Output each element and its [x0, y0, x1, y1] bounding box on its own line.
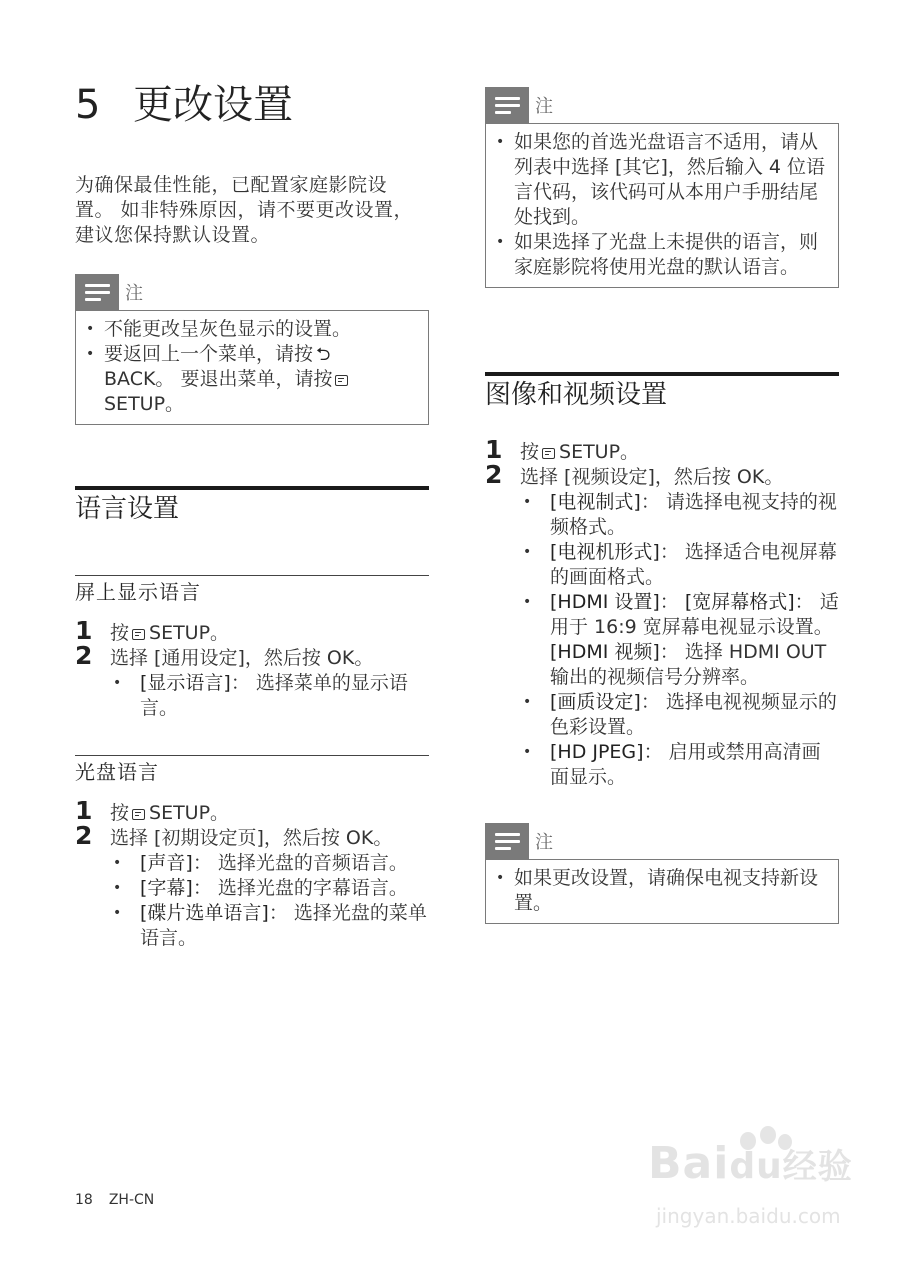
- step-text: 选择 [通用设定]，然后按 OK。: [110, 647, 374, 669]
- step-number: 2: [485, 460, 503, 489]
- note-label: 注: [535, 832, 553, 853]
- option-key-3: [HDMI 视频]: [550, 641, 660, 663]
- section-title-language: 语言设置: [75, 494, 180, 524]
- option-text: ： 请选择电视支持的视频格式。: [550, 491, 837, 538]
- note-1: [75, 274, 429, 425]
- step-item: [485, 435, 839, 465]
- setup-menu-icon: [542, 448, 555, 459]
- option-key: [HDMI 设置]: [550, 591, 660, 613]
- option-key: [字幕]: [140, 877, 193, 899]
- step-item: [75, 616, 429, 646]
- option-text: ： 选择光盘的音频语言。: [192, 852, 408, 874]
- page-number: 18: [75, 1192, 93, 1208]
- step-pre: 按: [110, 622, 130, 644]
- note-1-back-post: BACK。 要退出菜单，请按: [104, 368, 333, 390]
- note-icon: [485, 823, 529, 859]
- option-key: [显示语言]: [140, 672, 231, 694]
- note-1-item-back: [84, 342, 420, 417]
- option-key-2: [宽屏幕格式]: [684, 591, 795, 613]
- option-item: [520, 490, 839, 540]
- subsection-rule-disc: [75, 755, 429, 756]
- step-post: SETUP。: [149, 802, 230, 824]
- video-steps: [485, 435, 839, 790]
- back-arrow-icon: ⮌: [316, 344, 331, 365]
- option-text: ： 选择光盘的字幕语言。: [192, 877, 408, 899]
- option-item: [520, 590, 839, 690]
- note-1-back-pre: 要返回上一个菜单，请按: [104, 343, 314, 365]
- option-text-2: ： 适用于 16:9 宽屏幕电视显示设置。: [550, 591, 839, 638]
- step-number: 1: [75, 796, 93, 825]
- watermark-logo: Baidu经验: [648, 1138, 853, 1189]
- option-text: ： 选择电视视频显示的色彩设置。: [550, 691, 837, 738]
- note-1-header: [75, 274, 429, 310]
- note-2-header: [485, 87, 839, 123]
- step-text: 选择 [视频设定]，然后按 OK。: [520, 466, 784, 488]
- note-2-item: • 如果您的首选光盘语言不适用，请从列表中选择 [其它]，然后输入 4 位语言代码，该代码可从本用户手册结尾处找到。: [494, 130, 830, 230]
- chapter-heading: [75, 78, 293, 132]
- option-text: ：: [659, 591, 685, 613]
- note-1-box: [75, 310, 429, 425]
- baidu-watermark: [648, 1138, 858, 1244]
- step-post: SETUP。: [559, 441, 640, 463]
- option-key: [画质设定]: [550, 691, 641, 713]
- chapter-number: 5: [75, 82, 101, 128]
- option-item: [110, 851, 429, 876]
- option-text: ： 选择菜单的显示语言。: [140, 672, 408, 719]
- step-number: 1: [485, 435, 503, 464]
- note-label: 注: [535, 96, 553, 117]
- note-2-item: • 如果选择了光盘上未提供的语言，则家庭影院将使用光盘的默认语言。: [494, 230, 830, 280]
- option-item: [110, 901, 429, 951]
- step-post: SETUP。: [149, 622, 230, 644]
- option-item: [520, 740, 839, 790]
- step-pre: 按: [110, 802, 130, 824]
- option-key: [电视机形式]: [550, 541, 660, 563]
- note-2: [485, 87, 839, 288]
- option-item: [520, 690, 839, 740]
- note-1-setup-tail: SETUP。: [104, 393, 185, 415]
- note-icon: [485, 87, 529, 123]
- note-icon: [75, 274, 119, 310]
- intro-paragraph: 为确保最佳性能，已配置家庭影院设置。 如非特殊原因，请不要更改设置，建议您保持默认设置。: [75, 174, 414, 246]
- step-item: [75, 821, 429, 951]
- section-rule-language: [75, 486, 429, 490]
- option-item: [110, 876, 429, 901]
- note-3-header: [485, 823, 839, 859]
- option-text: ： 选择适合电视屏幕的画面格式。: [550, 541, 837, 588]
- section-title-video: 图像和视频设置: [485, 380, 668, 410]
- note-label: 注: [125, 283, 143, 304]
- step-item: [75, 796, 429, 826]
- step-number: 2: [75, 821, 93, 850]
- page-footer: [75, 1192, 154, 1208]
- watermark-url: jingyan.baidu.com: [656, 1204, 841, 1228]
- step-pre: 按: [520, 441, 540, 463]
- option-key: [电视制式]: [550, 491, 641, 513]
- section-rule-video: [485, 372, 839, 376]
- option-key: [声音]: [140, 852, 193, 874]
- video-options: [520, 490, 839, 790]
- step-number: 2: [75, 641, 93, 670]
- osd-options: [110, 671, 429, 721]
- option-text-3: ： 选择 HDMI OUT 输出的视频信号分辨率。: [550, 641, 827, 688]
- subsection-title-osd: 屏上显示语言: [75, 580, 201, 604]
- note-3-item: • 如果更改设置，请确保电视支持新设置。: [494, 866, 830, 916]
- disc-steps: [75, 796, 429, 951]
- osd-steps: [75, 616, 429, 721]
- option-key: [HD JPEG]: [550, 741, 644, 763]
- setup-menu-icon: [132, 629, 145, 640]
- option-text: ： 选择光盘的菜单语言。: [140, 902, 427, 949]
- setup-menu-icon: [132, 809, 145, 820]
- note-3-box: [485, 859, 839, 924]
- step-number: 1: [75, 616, 93, 645]
- subsection-title-disc: 光盘语言: [75, 760, 159, 784]
- note-3: [485, 823, 839, 924]
- option-key: [碟片选单语言]: [140, 902, 269, 924]
- option-text: ： 启用或禁用高清画面显示。: [550, 741, 821, 788]
- disc-options: [110, 851, 429, 951]
- step-item: [485, 460, 839, 790]
- chapter-title: 更改设置: [133, 82, 293, 128]
- footer-language: ZH-CN: [108, 1192, 155, 1208]
- setup-menu-icon: [335, 375, 348, 386]
- option-item: [110, 671, 429, 721]
- subsection-rule-osd: [75, 575, 429, 576]
- note-1-item: • 不能更改呈灰色显示的设置。: [84, 317, 420, 342]
- step-item: [75, 641, 429, 721]
- option-item: [520, 540, 839, 590]
- note-2-box: [485, 123, 839, 288]
- step-text: 选择 [初期设定页]，然后按 OK。: [110, 827, 393, 849]
